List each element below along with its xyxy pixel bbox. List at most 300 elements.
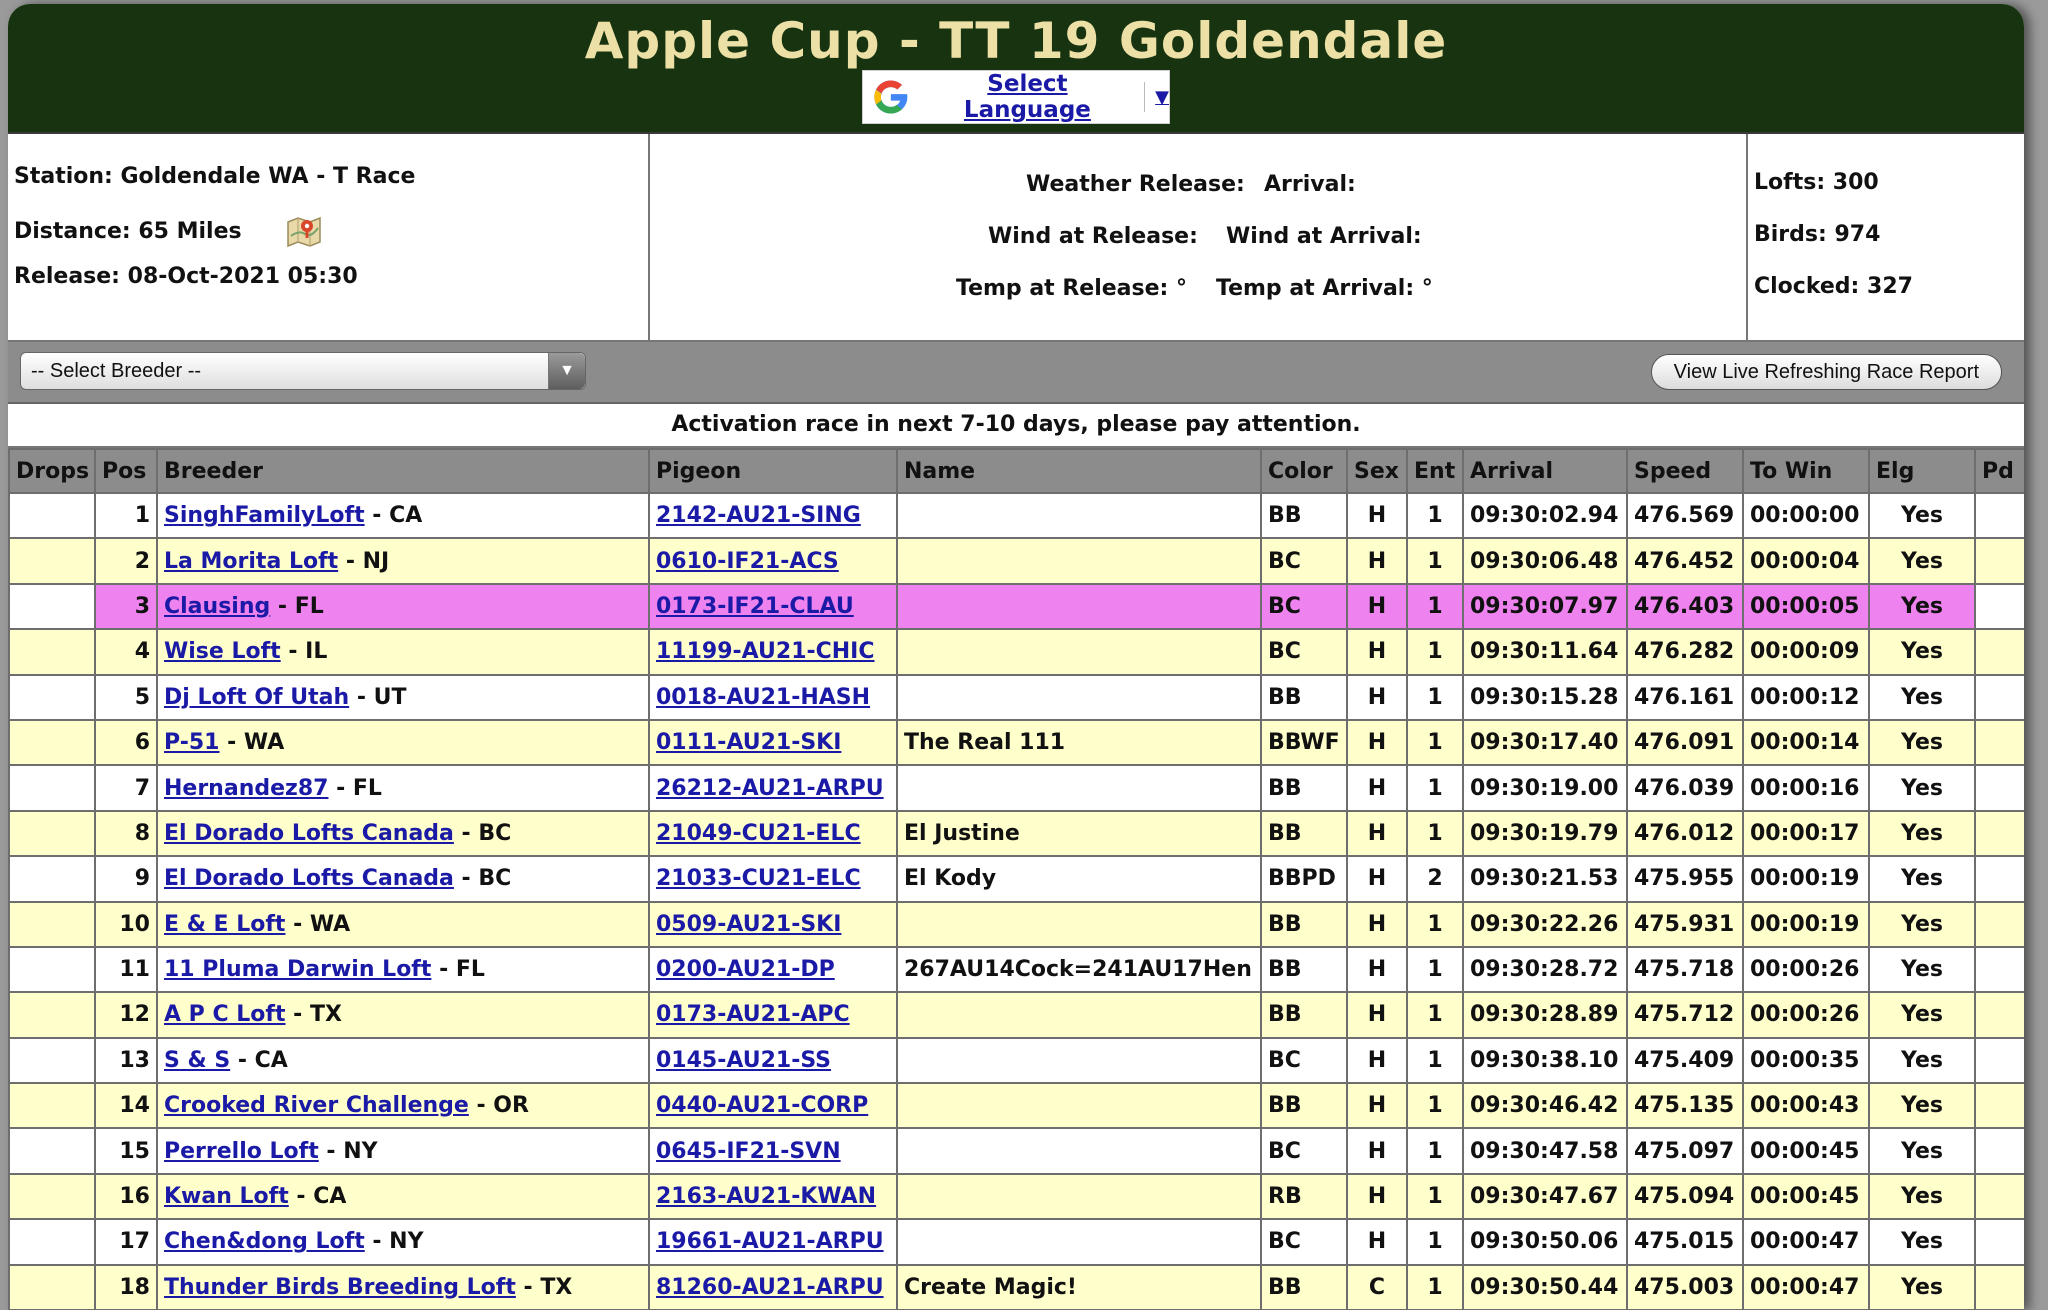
breeder-state: - BC xyxy=(453,866,512,892)
breeder-cell xyxy=(157,720,649,765)
position-cell: 4 xyxy=(95,629,157,674)
pigeon-cell xyxy=(649,584,897,629)
drops-cell xyxy=(9,1038,95,1083)
map-icon[interactable] xyxy=(285,214,323,250)
drops-cell xyxy=(9,1265,95,1310)
breeder-link[interactable]: 11 Pluma Darwin Loft xyxy=(164,957,432,983)
arrival-cell: 09:30:47.58 xyxy=(1463,1128,1627,1173)
breeder-cell xyxy=(157,629,649,674)
to-win-cell: 00:00:19 xyxy=(1743,902,1869,947)
arrival-weather: Arrival: xyxy=(1264,172,1356,197)
sex-cell: H xyxy=(1347,675,1407,720)
pigeon-link[interactable]: 0610-IF21-ACS xyxy=(656,548,839,574)
table-row xyxy=(9,538,2024,583)
column-header-pos: Pos xyxy=(95,449,157,493)
table-row xyxy=(9,584,2024,629)
eligible-cell: Yes xyxy=(1869,1083,1975,1128)
table-row xyxy=(9,811,2024,856)
arrival-cell: 09:30:02.94 xyxy=(1463,493,1627,538)
arrival-cell: 09:30:50.44 xyxy=(1463,1265,1627,1310)
position-cell: 6 xyxy=(95,720,157,765)
sex-cell: H xyxy=(1347,629,1407,674)
breeder-link[interactable]: Perrello Loft xyxy=(164,1138,319,1164)
pigeon-link[interactable]: 0440-AU21-CORP xyxy=(656,1093,869,1119)
table-row xyxy=(9,1128,2024,1173)
arrival-cell: 09:30:28.72 xyxy=(1463,947,1627,992)
color-cell: BB xyxy=(1261,811,1347,856)
breeder-state: - IL xyxy=(280,639,328,665)
paid-cell xyxy=(1975,720,2024,765)
arrival-cell: 09:30:46.42 xyxy=(1463,1083,1627,1128)
sex-cell: H xyxy=(1347,1219,1407,1264)
bird-name-cell xyxy=(897,1174,1261,1219)
breeder-cell xyxy=(157,538,649,583)
table-row xyxy=(9,1174,2024,1219)
to-win-cell: 00:00:16 xyxy=(1743,765,1869,810)
table-row xyxy=(9,765,2024,810)
pigeon-link[interactable]: 0173-AU21-APC xyxy=(656,1002,850,1028)
arrival-cell: 09:30:15.28 xyxy=(1463,675,1627,720)
drops-cell xyxy=(9,856,95,901)
pigeon-link[interactable]: 21033-CU21-ELC xyxy=(656,866,861,892)
breeder-cell xyxy=(157,675,649,720)
paid-cell xyxy=(1975,629,2024,674)
column-header-to-win: To Win xyxy=(1743,449,1869,493)
pigeon-cell xyxy=(649,493,897,538)
sex-cell: H xyxy=(1347,584,1407,629)
pigeon-cell xyxy=(649,765,897,810)
entries-cell: 1 xyxy=(1407,992,1463,1037)
to-win-cell: 00:00:26 xyxy=(1743,947,1869,992)
breeder-link[interactable]: Clausing xyxy=(164,593,271,619)
column-header-speed: Speed xyxy=(1627,449,1743,493)
paid-cell xyxy=(1975,1265,2024,1310)
drops-cell xyxy=(9,947,95,992)
language-separator xyxy=(1144,82,1145,112)
pigeon-link[interactable]: 0200-AU21-DP xyxy=(656,957,835,983)
drops-cell xyxy=(9,902,95,947)
table-row xyxy=(9,1083,2024,1128)
to-win-cell: 00:00:12 xyxy=(1743,675,1869,720)
position-cell: 14 xyxy=(95,1083,157,1128)
table-row xyxy=(9,493,2024,538)
color-cell: BC xyxy=(1261,584,1347,629)
wind-release: Wind at Release: xyxy=(988,224,1198,249)
entries-cell: 2 xyxy=(1407,856,1463,901)
drops-cell xyxy=(9,1128,95,1173)
table-header-row xyxy=(9,449,2024,493)
pigeon-cell xyxy=(649,675,897,720)
pigeon-link[interactable]: 21049-CU21-ELC xyxy=(656,820,861,846)
sex-cell: H xyxy=(1347,902,1407,947)
sex-cell: H xyxy=(1347,765,1407,810)
paid-cell xyxy=(1975,1038,2024,1083)
breeder-cell xyxy=(157,1038,649,1083)
live-report-button[interactable]: View Live Refreshing Race Report xyxy=(1651,354,2002,390)
pigeon-cell xyxy=(649,629,897,674)
color-cell: BB xyxy=(1261,902,1347,947)
to-win-cell: 00:00:19 xyxy=(1743,856,1869,901)
eligible-cell: Yes xyxy=(1869,856,1975,901)
race-report-page xyxy=(8,4,2024,1310)
position-cell: 1 xyxy=(95,493,157,538)
page-header xyxy=(8,4,2024,134)
breeder-state: - OR xyxy=(468,1093,529,1119)
results-body xyxy=(9,493,2024,1310)
speed-cell: 476.569 xyxy=(1627,493,1743,538)
breeder-link[interactable]: Crooked River Challenge xyxy=(164,1093,469,1119)
to-win-cell: 00:00:45 xyxy=(1743,1128,1869,1173)
entries-cell: 1 xyxy=(1407,902,1463,947)
pigeon-link[interactable]: 0645-IF21-SVN xyxy=(656,1138,841,1164)
paid-cell xyxy=(1975,1128,2024,1173)
breeder-cell xyxy=(157,992,649,1037)
select-language-link[interactable]: Select Language xyxy=(963,71,1091,123)
entries-cell: 1 xyxy=(1407,1265,1463,1310)
to-win-cell: 00:00:17 xyxy=(1743,811,1869,856)
breeder-state: - CA xyxy=(230,1047,288,1073)
paid-cell xyxy=(1975,538,2024,583)
bird-name-cell: 267AU14Cock=241AU17Hen xyxy=(897,947,1261,992)
column-header-drops: Drops xyxy=(9,449,95,493)
color-cell: BC xyxy=(1261,1128,1347,1173)
position-cell: 13 xyxy=(95,1038,157,1083)
color-cell: BB xyxy=(1261,947,1347,992)
breeder-cell xyxy=(157,1083,649,1128)
drops-cell xyxy=(9,811,95,856)
paid-cell xyxy=(1975,584,2024,629)
paid-cell xyxy=(1975,675,2024,720)
breeder-cell xyxy=(157,493,649,538)
column-header-breeder: Breeder xyxy=(157,449,649,493)
position-cell: 8 xyxy=(95,811,157,856)
speed-cell: 475.003 xyxy=(1627,1265,1743,1310)
race-info-left xyxy=(8,134,650,340)
entries-cell: 1 xyxy=(1407,1083,1463,1128)
breeder-select-value: -- Select Breeder -- xyxy=(31,359,202,382)
table-row xyxy=(9,1038,2024,1083)
speed-cell: 475.015 xyxy=(1627,1219,1743,1264)
breeder-state: - WA xyxy=(219,730,285,756)
eligible-cell: Yes xyxy=(1869,1038,1975,1083)
table-row xyxy=(9,1265,2024,1310)
breeder-link[interactable]: E & E Loft xyxy=(164,911,286,937)
position-cell: 15 xyxy=(95,1128,157,1173)
weather-info xyxy=(650,134,1748,340)
release-info: Release: 08-Oct-2021 05:30 xyxy=(14,264,358,289)
bird-name-cell xyxy=(897,493,1261,538)
table-row xyxy=(9,947,2024,992)
speed-cell: 475.931 xyxy=(1627,902,1743,947)
color-cell: RB xyxy=(1261,1174,1347,1219)
eligible-cell: Yes xyxy=(1869,538,1975,583)
race-stats xyxy=(1748,134,2024,340)
column-header-sex: Sex xyxy=(1347,449,1407,493)
eligible-cell: Yes xyxy=(1869,1174,1975,1219)
breeder-link[interactable]: Dj Loft Of Utah xyxy=(164,684,350,710)
color-cell: BC xyxy=(1261,1219,1347,1264)
distance-info: Distance: 65 Miles xyxy=(14,219,242,244)
position-cell: 7 xyxy=(95,765,157,810)
pigeon-link[interactable]: 81260-AU21-ARPU xyxy=(656,1274,884,1300)
breeder-link[interactable]: Thunder Birds Breeding Loft xyxy=(164,1274,516,1300)
drops-cell xyxy=(9,584,95,629)
breeder-cell xyxy=(157,1128,649,1173)
color-cell: BBWF xyxy=(1261,720,1347,765)
pigeon-cell xyxy=(649,538,897,583)
breeder-state: - UT xyxy=(349,684,407,710)
bird-name-cell: El Justine xyxy=(897,811,1261,856)
color-cell: BB xyxy=(1261,675,1347,720)
position-cell: 3 xyxy=(95,584,157,629)
arrival-cell: 09:30:22.26 xyxy=(1463,902,1627,947)
pigeon-link[interactable]: 0509-AU21-SKI xyxy=(656,911,842,937)
breeder-link[interactable]: Hernandez87 xyxy=(164,775,329,801)
table-row xyxy=(9,720,2024,765)
table-row xyxy=(9,629,2024,674)
distance-row xyxy=(14,214,648,264)
breeder-link[interactable]: El Dorado Lofts Canada xyxy=(164,820,454,846)
breeder-cell xyxy=(157,584,649,629)
breeder-link[interactable]: Wise Loft xyxy=(164,639,281,665)
bird-name-cell xyxy=(897,992,1261,1037)
arrival-cell: 09:30:11.64 xyxy=(1463,629,1627,674)
bird-name-cell: Create Magic! xyxy=(897,1265,1261,1310)
pigeon-cell xyxy=(649,1219,897,1264)
to-win-cell: 00:00:05 xyxy=(1743,584,1869,629)
weather-release: Weather Release: xyxy=(1026,172,1245,197)
sex-cell: H xyxy=(1347,1128,1407,1173)
color-cell: BBPD xyxy=(1261,856,1347,901)
eligible-cell: Yes xyxy=(1869,493,1975,538)
breeder-link[interactable]: P-51 xyxy=(164,730,220,756)
breeder-cell xyxy=(157,856,649,901)
drops-cell xyxy=(9,765,95,810)
breeder-cell xyxy=(157,1219,649,1264)
color-cell: BB xyxy=(1261,992,1347,1037)
paid-cell xyxy=(1975,992,2024,1037)
color-cell: BB xyxy=(1261,1265,1347,1310)
speed-cell: 475.409 xyxy=(1627,1038,1743,1083)
breeder-link[interactable]: Chen&dong Loft xyxy=(164,1229,365,1255)
entries-cell: 1 xyxy=(1407,493,1463,538)
sex-cell: H xyxy=(1347,856,1407,901)
arrival-cell: 09:30:21.53 xyxy=(1463,856,1627,901)
pigeon-cell xyxy=(649,720,897,765)
pigeon-cell xyxy=(649,1083,897,1128)
pigeon-cell xyxy=(649,947,897,992)
position-cell: 2 xyxy=(95,538,157,583)
sex-cell: H xyxy=(1347,720,1407,765)
breeder-state: - FL xyxy=(431,957,485,983)
arrival-cell: 09:30:47.67 xyxy=(1463,1174,1627,1219)
arrival-cell: 09:30:17.40 xyxy=(1463,720,1627,765)
color-cell: BC xyxy=(1261,1038,1347,1083)
breeder-link[interactable]: El Dorado Lofts Canada xyxy=(164,866,454,892)
speed-cell: 476.403 xyxy=(1627,584,1743,629)
google-icon xyxy=(871,77,911,117)
column-header-arrival: Arrival xyxy=(1463,449,1627,493)
entries-cell: 1 xyxy=(1407,538,1463,583)
column-header-ent: Ent xyxy=(1407,449,1463,493)
wind-arrival: Wind at Arrival: xyxy=(1226,224,1422,249)
eligible-cell: Yes xyxy=(1869,1128,1975,1173)
sex-cell: H xyxy=(1347,538,1407,583)
eligible-cell: Yes xyxy=(1869,1219,1975,1264)
paid-cell xyxy=(1975,493,2024,538)
clocked-count: Clocked: 327 xyxy=(1754,274,1913,299)
column-header-pigeon: Pigeon xyxy=(649,449,897,493)
results-table xyxy=(8,448,2024,1310)
breeder-state: - CA xyxy=(364,503,423,529)
pigeon-link[interactable]: 0173-IF21-CLAU xyxy=(656,593,854,619)
pigeon-link[interactable]: 0111-AU21-SKI xyxy=(656,730,842,756)
pigeon-cell xyxy=(649,856,897,901)
eligible-cell: Yes xyxy=(1869,629,1975,674)
arrival-cell: 09:30:19.00 xyxy=(1463,765,1627,810)
breeder-cell xyxy=(157,765,649,810)
sex-cell: H xyxy=(1347,1083,1407,1128)
speed-cell: 475.135 xyxy=(1627,1083,1743,1128)
paid-cell xyxy=(1975,765,2024,810)
speed-cell: 476.039 xyxy=(1627,765,1743,810)
to-win-cell: 00:00:04 xyxy=(1743,538,1869,583)
drops-cell xyxy=(9,538,95,583)
drops-cell xyxy=(9,1083,95,1128)
pigeon-cell xyxy=(649,1265,897,1310)
pigeon-link[interactable]: 2142-AU21-SING xyxy=(656,503,861,529)
speed-cell: 475.097 xyxy=(1627,1128,1743,1173)
drops-cell xyxy=(9,493,95,538)
entries-cell: 1 xyxy=(1407,947,1463,992)
breeder-link[interactable]: La Morita Loft xyxy=(164,548,339,574)
paid-cell xyxy=(1975,1219,2024,1264)
breeder-link[interactable]: A P C Loft xyxy=(164,1002,286,1028)
entries-cell: 1 xyxy=(1407,1128,1463,1173)
pigeon-link[interactable]: 0018-AU21-HASH xyxy=(656,684,871,710)
entries-cell: 1 xyxy=(1407,1219,1463,1264)
position-cell: 11 xyxy=(95,947,157,992)
arrival-cell: 09:30:06.48 xyxy=(1463,538,1627,583)
breeder-select[interactable] xyxy=(20,352,586,390)
to-win-cell: 00:00:14 xyxy=(1743,720,1869,765)
color-cell: BC xyxy=(1261,629,1347,674)
eligible-cell: Yes xyxy=(1869,947,1975,992)
station-info: Station: Goldendale WA - T Race xyxy=(14,164,416,189)
breeder-link[interactable]: Kwan Loft xyxy=(164,1184,289,1210)
drops-cell xyxy=(9,1219,95,1264)
column-header-color: Color xyxy=(1261,449,1347,493)
pigeon-link[interactable]: 26212-AU21-ARPU xyxy=(656,775,884,801)
sex-cell: C xyxy=(1347,1265,1407,1310)
position-cell: 17 xyxy=(95,1219,157,1264)
speed-cell: 476.452 xyxy=(1627,538,1743,583)
to-win-cell: 00:00:09 xyxy=(1743,629,1869,674)
bird-name-cell: El Kody xyxy=(897,856,1261,901)
speed-cell: 476.012 xyxy=(1627,811,1743,856)
eligible-cell: Yes xyxy=(1869,720,1975,765)
eligible-cell: Yes xyxy=(1869,811,1975,856)
language-selector[interactable] xyxy=(862,70,1170,124)
drops-cell xyxy=(9,629,95,674)
position-cell: 12 xyxy=(95,992,157,1037)
to-win-cell: 00:00:26 xyxy=(1743,992,1869,1037)
color-cell: BC xyxy=(1261,538,1347,583)
pigeon-cell xyxy=(649,811,897,856)
pigeon-link[interactable]: 11199-AU21-CHIC xyxy=(656,639,875,665)
sex-cell: H xyxy=(1347,992,1407,1037)
breeder-cell xyxy=(157,811,649,856)
sex-cell: H xyxy=(1347,1174,1407,1219)
speed-cell: 476.161 xyxy=(1627,675,1743,720)
pigeon-cell xyxy=(649,992,897,1037)
paid-cell xyxy=(1975,902,2024,947)
position-cell: 10 xyxy=(95,902,157,947)
breeder-link[interactable]: SinghFamilyLoft xyxy=(164,503,365,529)
bird-name-cell xyxy=(897,675,1261,720)
table-row xyxy=(9,856,2024,901)
bird-name-cell: The Real 111 xyxy=(897,720,1261,765)
table-row xyxy=(9,1219,2024,1264)
bird-name-cell xyxy=(897,902,1261,947)
pigeon-link[interactable]: 0145-AU21-SS xyxy=(656,1047,832,1073)
breeder-state: - NY xyxy=(364,1229,424,1255)
toolbar xyxy=(8,342,2024,404)
to-win-cell: 00:00:47 xyxy=(1743,1219,1869,1264)
pigeon-cell xyxy=(649,1038,897,1083)
position-cell: 9 xyxy=(95,856,157,901)
page-title: Apple Cup - TT 19 Goldendale xyxy=(584,12,1448,70)
arrival-cell: 09:30:38.10 xyxy=(1463,1038,1627,1083)
eligible-cell: Yes xyxy=(1869,675,1975,720)
bird-name-cell xyxy=(897,1128,1261,1173)
sex-cell: H xyxy=(1347,811,1407,856)
to-win-cell: 00:00:45 xyxy=(1743,1174,1869,1219)
breeder-cell xyxy=(157,1174,649,1219)
speed-cell: 475.955 xyxy=(1627,856,1743,901)
chevron-down-icon[interactable]: ▼ xyxy=(548,353,585,389)
paid-cell xyxy=(1975,811,2024,856)
bird-name-cell xyxy=(897,1038,1261,1083)
pigeon-cell xyxy=(649,1174,897,1219)
speed-cell: 476.282 xyxy=(1627,629,1743,674)
position-cell: 18 xyxy=(95,1265,157,1310)
breeder-link[interactable]: S & S xyxy=(164,1047,231,1073)
eligible-cell: Yes xyxy=(1869,1265,1975,1310)
drops-cell xyxy=(9,992,95,1037)
paid-cell xyxy=(1975,947,2024,992)
sex-cell: H xyxy=(1347,1038,1407,1083)
bird-name-cell xyxy=(897,1083,1261,1128)
column-header-elg: Elg xyxy=(1869,449,1975,493)
breeder-state: - FL xyxy=(328,775,382,801)
breeder-state: - TX xyxy=(515,1274,573,1300)
breeder-cell xyxy=(157,902,649,947)
table-row xyxy=(9,992,2024,1037)
breeder-state: - NY xyxy=(318,1138,378,1164)
entries-cell: 1 xyxy=(1407,720,1463,765)
chevron-down-icon[interactable]: ▼ xyxy=(1155,86,1169,108)
breeder-state: - BC xyxy=(453,820,512,846)
drops-cell xyxy=(9,1174,95,1219)
breeder-cell xyxy=(157,947,649,992)
sex-cell: H xyxy=(1347,493,1407,538)
color-cell: BB xyxy=(1261,765,1347,810)
pigeon-link[interactable]: 19661-AU21-ARPU xyxy=(656,1229,884,1255)
breeder-state: - CA xyxy=(288,1184,347,1210)
notice-banner: Activation race in next 7-10 days, please pay attention. xyxy=(8,404,2024,448)
pigeon-link[interactable]: 2163-AU21-KWAN xyxy=(656,1184,877,1210)
